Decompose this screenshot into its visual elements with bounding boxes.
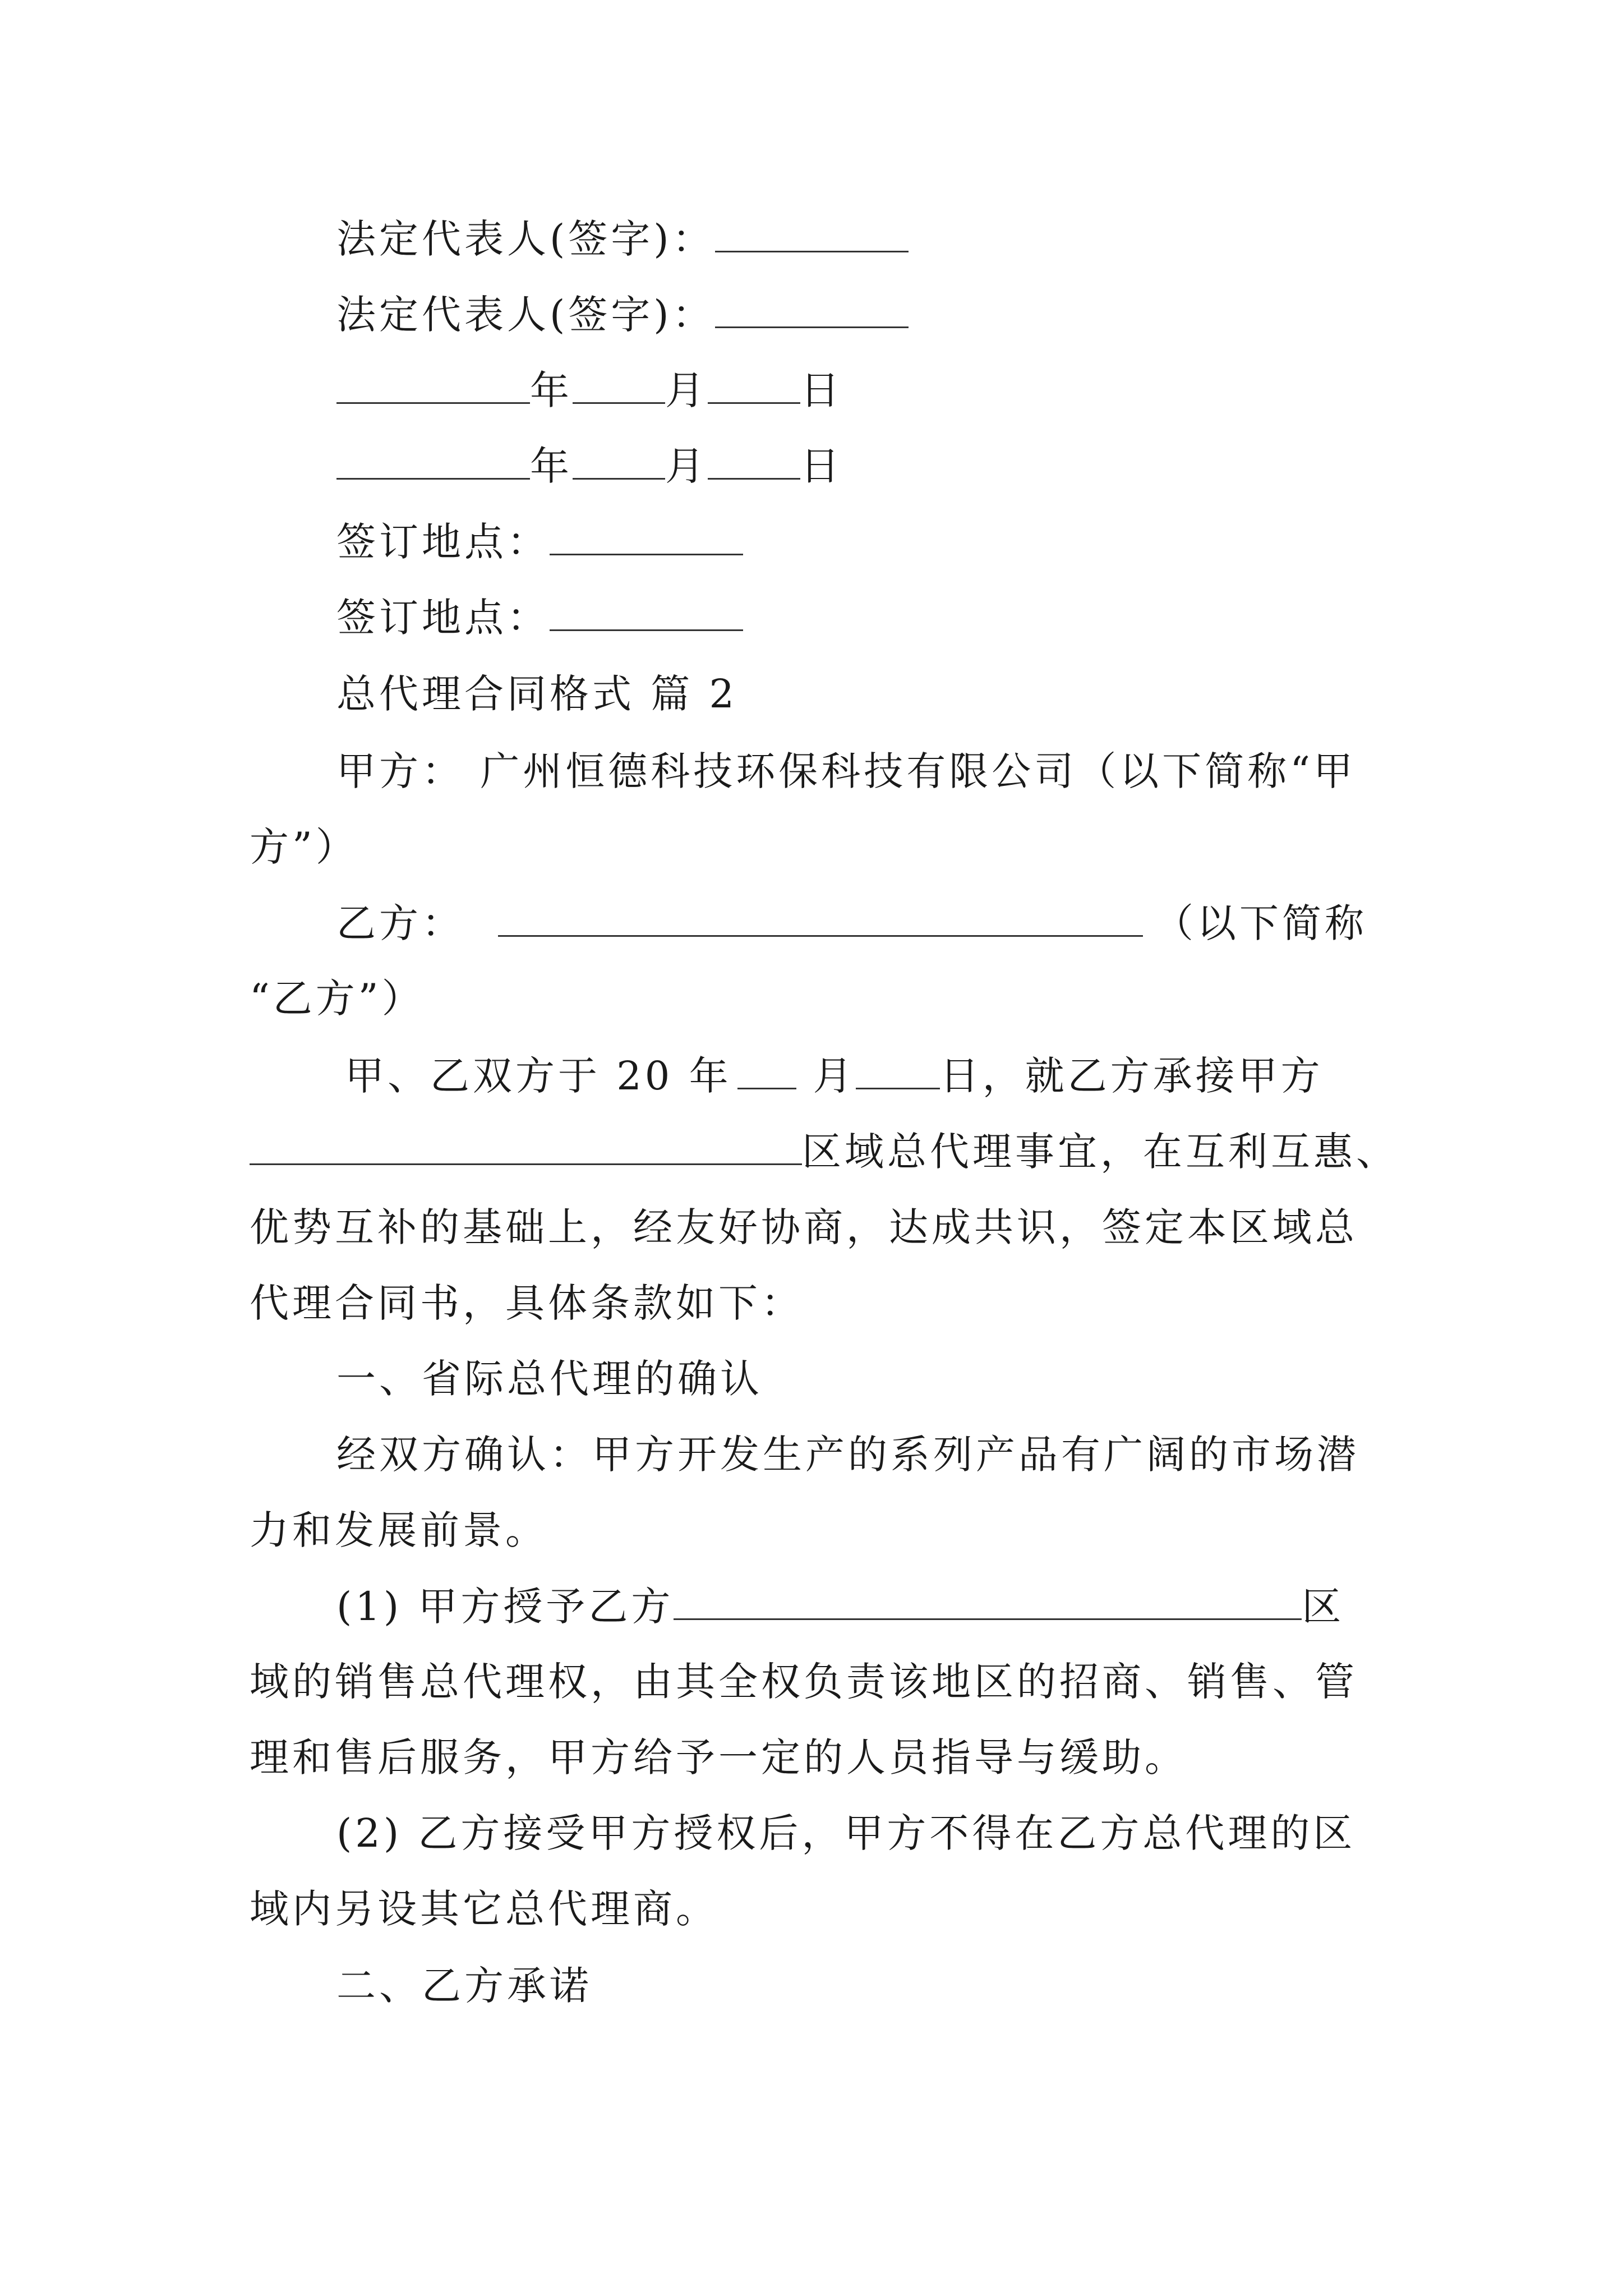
year-blank[interactable] [336,443,530,480]
party-b-label: 乙方： [336,900,464,946]
party-b-line1 [336,900,1367,946]
year-label: 年 [530,443,573,489]
place-blank[interactable] [550,595,743,631]
party-a-line2: 方”） [250,824,358,870]
year-blank[interactable] [336,367,530,404]
place-line-a [336,519,743,564]
intro-line2-text: 区域总代理事宜，在互利互惠、 [802,1129,1399,1175]
month-label: 月 [665,367,708,413]
date-line-b [336,443,843,489]
rep-label: 法定代表人(签字)： [336,292,715,338]
sec1-confirm-line2: 力和发展前景。 [250,1507,548,1553]
sec1-item2-line2: 域内另设其它总代理商。 [250,1886,718,1932]
signature-rep-line-b [336,292,909,337]
date-line-a [336,367,843,413]
party-a-line1: 甲方： 广州恒德科技环保科技有限公司（以下简称“甲 [336,748,1357,794]
party-b-name-blank[interactable] [498,900,1143,937]
signature-rep-line-a [336,216,909,261]
month-blank[interactable] [573,367,665,404]
region-blank[interactable] [250,1129,802,1165]
intro-month-label: 月 [813,1053,856,1099]
signature-blank[interactable] [715,216,909,252]
year-label: 年 [530,367,573,413]
sec1-item1-line2: 域的销售总代理权，由其全权负责该地区的招商、销售、管 [250,1659,1358,1705]
day-label: 日 [800,367,843,413]
sec1-item2-line1: (2) 乙方接受甲方授权后，甲方不得在乙方总代理的区 [336,1810,1356,1856]
sec1-title: 一、省际总代理的确认 [336,1356,763,1402]
intro-line1 [345,1053,1324,1098]
intro-line3: 优势互补的基础上，经友好协商，达成共识，签定本区域总 [250,1204,1358,1250]
place-label: 签订地点： [336,595,550,641]
month-label: 月 [665,443,708,489]
intro-day-blank[interactable] [856,1053,940,1089]
place-label: 签订地点： [336,519,550,565]
intro-month-blank[interactable] [737,1053,796,1089]
rep-label: 法定代表人(签字)： [336,216,715,262]
day-label: 日 [800,443,843,489]
sec2-title: 二、乙方承诺 [336,1963,592,2009]
intro-line2 [250,1129,1399,1174]
section-title: 总代理合同格式 篇 2 [336,671,738,717]
item1-suffix: 区 [1302,1584,1345,1630]
day-blank[interactable] [708,443,800,480]
place-blank[interactable] [550,519,743,555]
month-blank[interactable] [573,443,665,480]
signature-blank[interactable] [715,292,909,328]
intro-line4: 代理合同书，具体条款如下： [250,1280,804,1326]
party-b-line2: “乙方”） [250,976,425,1022]
day-blank[interactable] [708,367,800,404]
party-b-suffix: （以下简称 [1154,900,1367,946]
place-line-b [336,595,743,640]
intro-date-text: 甲、乙双方于 20 年 [345,1053,732,1099]
sec1-item1-line3: 理和售后服务，甲方给予一定的人员指导与缓助。 [250,1734,1187,1780]
item1-prefix: (1) 甲方授予乙方 [336,1584,674,1630]
sec1-item1-line1 [336,1584,1344,1629]
sec1-confirm-line1: 经双方确认：甲方开发生产的系列产品有广阔的市场潜 [336,1432,1359,1478]
item1-region-blank[interactable] [674,1584,1302,1620]
intro-rest: 日，就乙方承接甲方 [939,1053,1324,1099]
